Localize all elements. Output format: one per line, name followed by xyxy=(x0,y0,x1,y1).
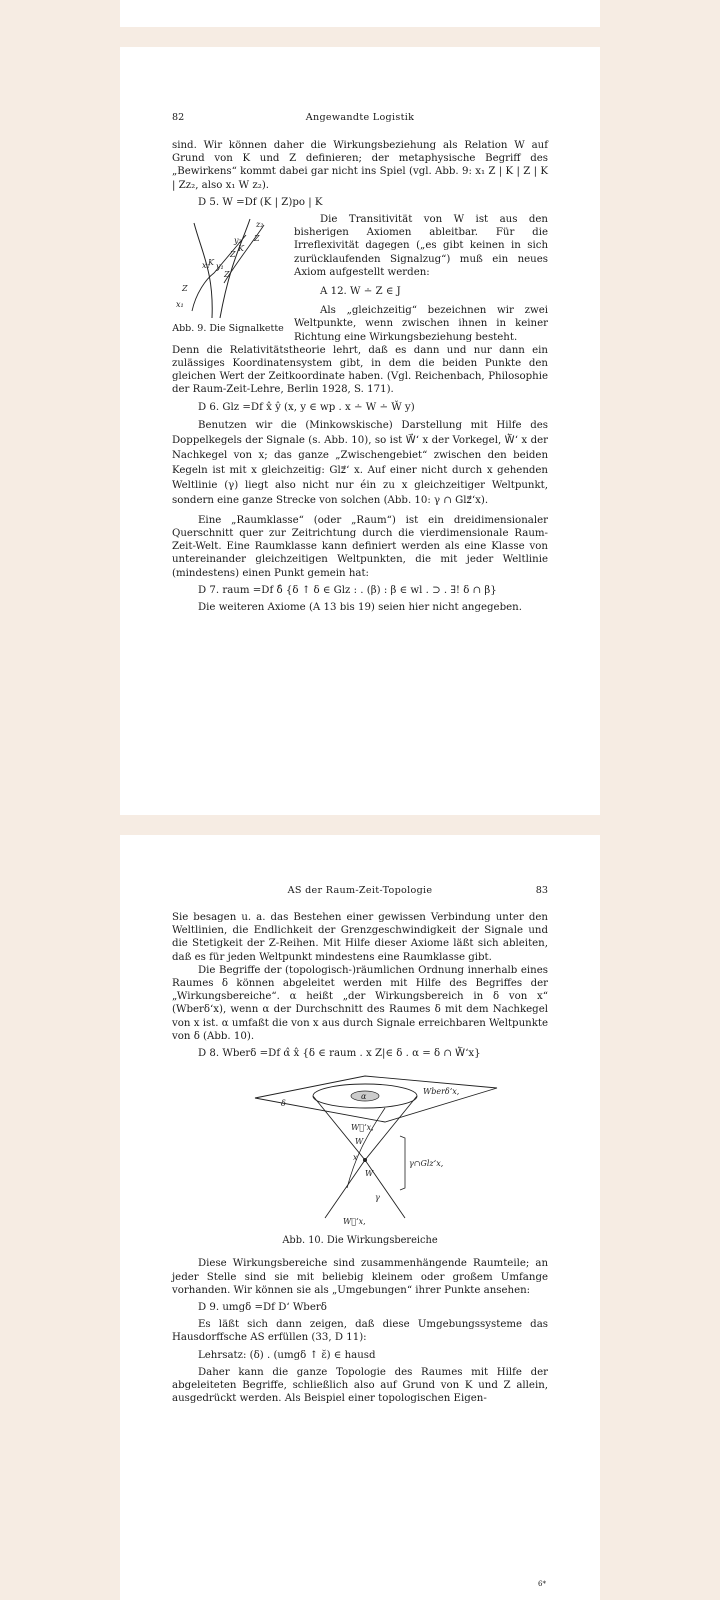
fig10-label-gamma: γ xyxy=(375,1193,380,1203)
page-body xyxy=(172,911,548,1405)
figure-10-caption: Abb. 10. Die Wirkungsbereiche xyxy=(282,1235,438,1247)
fig10-label-delta: δ xyxy=(281,1099,286,1109)
fig9-label: K xyxy=(238,244,244,254)
signal-chain-diagram xyxy=(172,213,284,323)
paragraph: Die Transitivität von W ist aus den bisherigen Axiomen ableitbar. Für die Irreflexivität dagegen („es gibt keinen in sich zurücklaufenden Signalzug“) muß ein neues Axiom aufgestellt werden: xyxy=(294,214,548,278)
definition-d9: D 9. umgδ =Df D‘ Wberδ xyxy=(198,1302,327,1314)
fig10-label-wcone-down: W⃗‘x, xyxy=(343,1217,366,1227)
world-line-2 xyxy=(220,219,250,318)
paragraph: Sie besagen u. a. das Bestehen einer gewissen Verbindung unter den Weltlinien, die Endlichkeit der Grenzgeschwindigkeit der Signale und die Stetigkeit der Z-Reihen. Mit Hilfe dieser Axiome läßt sich ableiten, daß es für jeden Weltpunkt mindestens eine Raumklasse gibt. xyxy=(172,912,548,963)
figure-side-text xyxy=(294,213,548,344)
fig9-label: Z xyxy=(254,234,260,244)
fig9-label: x₁ xyxy=(176,300,184,310)
paragraph: Diese Wirkungsbereiche sind zusammenhängende Raumteile; an jeder Stelle sind sie mit beliebig kleinem oder großem Umfange vorhanden. Wir können sie als „Umgebungen“ ihrer Punkte ansehen: xyxy=(172,1258,548,1296)
paragraph: Daher kann die ganze Topologie des Raumes mit Hilfe der abgeleiteten Begriffe, schließlich also auf Grund von K und Z allein, ausgedrückt werden. Als Beispiel einer topologischen Eigen- xyxy=(172,1366,548,1405)
definition-d6: D 6. Glz =Df x̂ ŷ (x, y ∈ wp . x ∸ W ∸ W̆ y) xyxy=(198,401,415,413)
definition-d7: D 7. raum =Df δ̂ {δ ↑ δ ∈ Glz : . (β) : β ∈ wl . ⊃ . ∃! δ ∩ β} xyxy=(198,584,497,596)
figure-row xyxy=(172,213,548,344)
glz-brace xyxy=(400,1136,405,1190)
paragraph: Die weiteren Axiome (A 13 bis 19) seien hier nicht angegeben. xyxy=(198,602,522,614)
paragraph: Es läßt sich dann zeigen, daß diese Umgebungssysteme das Hausdorffsche AS erfüllen (33, D 11): xyxy=(172,1319,548,1344)
fig9-label: z₂ xyxy=(256,220,264,230)
world-line-1 xyxy=(194,223,212,318)
fig9-label: K xyxy=(208,258,214,268)
running-title: Angewandte Logistik xyxy=(305,112,415,123)
fig9-label: y₁ xyxy=(216,262,224,272)
page-number: 83 xyxy=(535,885,548,896)
fig10-label-x: x xyxy=(353,1153,358,1163)
page-body xyxy=(172,139,548,614)
fig10-label-wcone-up: W⃖‘x, xyxy=(351,1123,374,1133)
page-number: 82 xyxy=(172,112,185,123)
fig10-label-w-upper: W xyxy=(355,1137,364,1147)
fig9-label: y₂ xyxy=(234,236,242,246)
point-x xyxy=(363,1158,367,1162)
fig10-label-alpha: α xyxy=(361,1092,367,1102)
paragraph: sind. Wir können daher die Wirkungsbeziehung als Relation W auf Grund von K und Z definieren; der metaphysische Begriff des „Bewirkens“ kommt dabei gar nicht ins Spiel (vgl. Abb. 9: x₁ Z | K | Z | K | Zz₂, also x₁ W z₂). xyxy=(172,140,548,191)
fig9-label: x₂ xyxy=(202,261,210,271)
fig10-label-glz: γ∩Glz‘x, xyxy=(409,1159,444,1169)
page-82 xyxy=(120,47,600,815)
page-83 xyxy=(120,835,600,1600)
paragraph: Benutzen wir die (Minkowskische) Darstellung mit Hilfe des Doppelkegels der Signale (s. Abb. 10), so ist W⃗‘ x der Vorkegel, W⃖‘ x der Nachkegel von x; das ganze „Zwischengebiet“ zwischen den beiden Kegeln ist mit x gleichzeitig: Glz⃗‘ x. Auf einer nicht durch x gehenden Weltlinie (γ) liegt also nicht nur éin zu x gleichzeitiger Weltpunkt, sondern eine ganze Strecke von solchen (Abb. 10: γ ∩ Glz⃗‘x). xyxy=(172,419,548,506)
figure-9-caption: Abb. 9. Die Signalkette xyxy=(172,323,284,335)
lehrsatz: Lehrsatz: (δ) . (umgδ ↑ ε̆) ∈ hausd xyxy=(198,1349,376,1361)
axiom-a12: A 12. W ∸ Z ∈ J xyxy=(320,286,401,298)
fig10-label-wber: Wberδ‘x, xyxy=(423,1087,460,1097)
figure-9 xyxy=(172,213,284,344)
fig10-label-w-lower: W xyxy=(365,1169,374,1179)
definition-d5: D 5. W =Df (K | Z)po | K xyxy=(198,196,323,208)
paragraph: Als „gleichzeitig“ bezeichnen wir zwei Weltpunkte, wenn zwischen ihnen in keiner Richtung eine Wirkungsbeziehung besteht. xyxy=(294,305,548,343)
running-title: AS der Raum-Zeit-Topologie xyxy=(287,885,433,896)
paragraph: Denn die Relativitätstheorie lehrt, daß es dann und nur dann ein zulässiges Koordinatensystem gibt, in dem die beiden Punkte den gleichen Wert der Zeitkoordinate haben. (Vgl. Reichenbach, Philosophie der Raum-Zeit-Lehre, Berlin 1928, S. 171). xyxy=(172,344,548,396)
figure-10-diagram xyxy=(215,1068,505,1232)
fig9-label: Z xyxy=(224,270,230,280)
previous-page-fragment xyxy=(120,0,600,27)
paragraph: Die Begriffe der (topologisch-)räumlichen Ordnung innerhalb eines Raumes δ können abgeleitet werden mit Hilfe des Begriffes der „Wirkungsbereiche“. α heißt „der Wirkungsbereich in δ von x“ (Wberδ‘x), wenn α der Durchschnitt des Raumes δ mit dem Nachkegel von x ist. α umfaßt die von x aus durch Signale erreichbaren Weltpunkte von δ (Abb. 10). xyxy=(172,964,548,1042)
fig9-label: Z xyxy=(230,250,236,260)
fig9-label: Z xyxy=(182,284,188,294)
signature-mark: 6* xyxy=(538,1580,546,1588)
paragraph: Eine „Raumklasse“ (oder „Raum“) ist ein dreidimensionaler Querschnitt quer zur Zeitrichtung durch die vierdimensionale Raum-Zeit-Welt. Eine Raumklasse kann definiert werden als eine Klasse von untereinander gleichzeitigen Weltpunkten, die mit jeder Weltlinie (mindestens) einen Punkt gemein hat: xyxy=(172,514,548,579)
definition-d8: D 8. Wberδ =Df α̂ x̂ {δ ∈ raum . x Z|∈ δ . α = δ ∩ W⃖‘x} xyxy=(198,1048,481,1060)
